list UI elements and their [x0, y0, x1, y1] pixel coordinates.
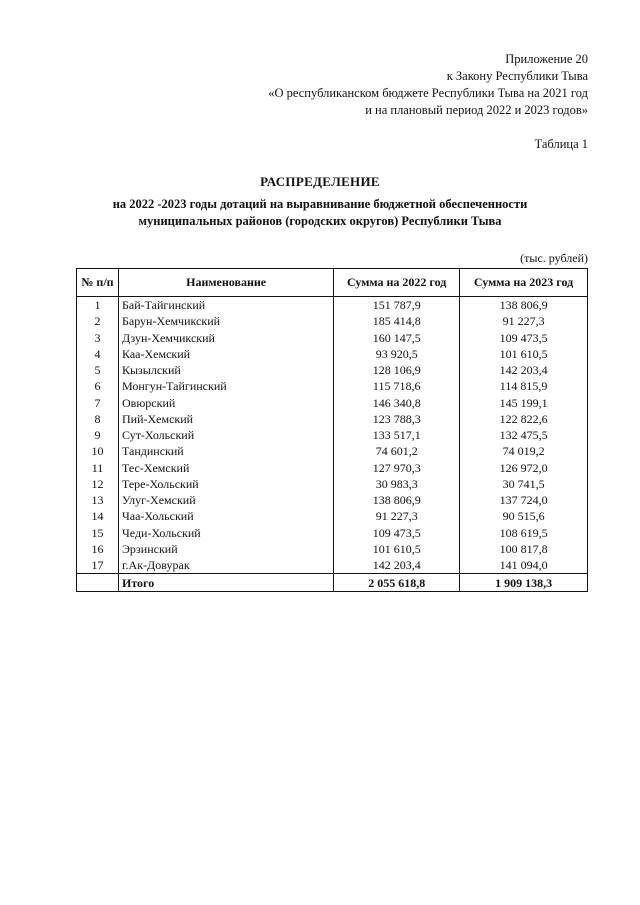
total-2022: 2 055 618,8 [334, 574, 460, 592]
amount-2022: 151 787,9 [334, 297, 460, 314]
district-name: Бай-Тайгинский [118, 297, 333, 314]
row-number: 11 [77, 460, 119, 476]
document-subtitle [60, 196, 580, 230]
amount-2023: 142 203,4 [460, 362, 588, 378]
table-header-row [77, 269, 588, 297]
row-number: 8 [77, 411, 119, 427]
row-number: 5 [77, 362, 119, 378]
appendix-line: и на плановый период 2022 и 2023 годов» [365, 103, 588, 117]
district-name: Овюрский [118, 395, 333, 411]
document-title: РАСПРЕДЕЛЕНИЕ [260, 174, 380, 189]
appendix-line: к Закону Республики Тыва [446, 69, 588, 83]
distribution-table [76, 268, 588, 592]
table-row [77, 557, 588, 574]
district-name: Тандинский [118, 443, 333, 459]
amount-2022: 30 983,3 [334, 476, 460, 492]
district-name: Дзун-Хемчикский [118, 330, 333, 346]
amount-2023: 30 741,5 [460, 476, 588, 492]
total-number [77, 574, 119, 592]
amount-2022: 123 788,3 [334, 411, 460, 427]
district-name: Чаа-Хольский [118, 508, 333, 524]
amount-2023: 137 724,0 [460, 492, 588, 508]
table-row [77, 427, 588, 443]
table-body [77, 297, 588, 592]
amount-2022: 74 601,2 [334, 443, 460, 459]
row-number: 15 [77, 525, 119, 541]
amount-2022: 146 340,8 [334, 395, 460, 411]
amount-2022: 138 806,9 [334, 492, 460, 508]
row-number: 6 [77, 378, 119, 394]
amount-2023: 132 475,5 [460, 427, 588, 443]
amount-2023: 109 473,5 [460, 330, 588, 346]
district-name: Кызылский [118, 362, 333, 378]
appendix-line: Приложение 20 [505, 52, 588, 66]
amount-2023: 100 817,8 [460, 541, 588, 557]
district-name: Тере-Хольский [118, 476, 333, 492]
row-number: 17 [77, 557, 119, 574]
amount-2023: 114 815,9 [460, 378, 588, 394]
table-row [77, 411, 588, 427]
units-note: (тыс. рублей) [520, 251, 588, 265]
district-name: Барун-Хемчикский [118, 313, 333, 329]
amount-2023: 126 972,0 [460, 460, 588, 476]
row-number: 10 [77, 443, 119, 459]
district-name: Каа-Хемский [118, 346, 333, 362]
table-row [77, 476, 588, 492]
subtitle-line: муниципальных районов (городских округов) Республики Тыва [138, 214, 502, 228]
column-header-2022: Сумма на 2022 год [334, 269, 460, 297]
amount-2022: 160 147,5 [334, 330, 460, 346]
table-row [77, 492, 588, 508]
table-row [77, 297, 588, 314]
column-header-number: № п/п [77, 269, 119, 297]
amount-2022: 142 203,4 [334, 557, 460, 574]
amount-2022: 185 414,8 [334, 313, 460, 329]
amount-2023: 90 515,6 [460, 508, 588, 524]
district-name: Пий-Хемский [118, 411, 333, 427]
district-name: Монгун-Тайгинский [118, 378, 333, 394]
appendix-line: «О республиканском бюджете Республики Тыва на 2021 год [268, 86, 588, 100]
row-number: 3 [77, 330, 119, 346]
amount-2023: 122 822,6 [460, 411, 588, 427]
amount-2022: 93 920,5 [334, 346, 460, 362]
row-number: 2 [77, 313, 119, 329]
district-name: Тес-Хемский [118, 460, 333, 476]
district-name: Чеди-Хольский [118, 525, 333, 541]
row-number: 4 [77, 346, 119, 362]
amount-2023: 145 199,1 [460, 395, 588, 411]
row-number: 7 [77, 395, 119, 411]
amount-2022: 109 473,5 [334, 525, 460, 541]
table-row [77, 443, 588, 459]
amount-2022: 115 718,6 [334, 378, 460, 394]
table-row [77, 313, 588, 329]
table-row [77, 541, 588, 557]
table-row [77, 508, 588, 524]
table-number: Таблица 1 [534, 137, 588, 151]
amount-2023: 74 019,2 [460, 443, 588, 459]
row-number: 12 [77, 476, 119, 492]
column-header-2023: Сумма на 2023 год [460, 269, 588, 297]
amount-2023: 141 094,0 [460, 557, 588, 574]
table-row [77, 525, 588, 541]
amount-2023: 138 806,9 [460, 297, 588, 314]
table-row [77, 346, 588, 362]
table-row [77, 330, 588, 346]
amount-2022: 133 517,1 [334, 427, 460, 443]
row-number: 14 [77, 508, 119, 524]
amount-2023: 101 610,5 [460, 346, 588, 362]
amount-2023: 108 619,5 [460, 525, 588, 541]
row-number: 13 [77, 492, 119, 508]
table-row [77, 362, 588, 378]
row-number: 1 [77, 297, 119, 314]
amount-2023: 91 227,3 [460, 313, 588, 329]
amount-2022: 101 610,5 [334, 541, 460, 557]
table-row [77, 395, 588, 411]
subtitle-line: на 2022 -2023 годы дотаций на выравнивание бюджетной обеспеченности [112, 197, 528, 211]
district-name: Сут-Хольский [118, 427, 333, 443]
district-name: Эрзинский [118, 541, 333, 557]
amount-2022: 91 227,3 [334, 508, 460, 524]
district-name: Улуг-Хемский [118, 492, 333, 508]
amount-2022: 128 106,9 [334, 362, 460, 378]
amount-2022: 127 970,3 [334, 460, 460, 476]
table-row [77, 378, 588, 394]
row-number: 9 [77, 427, 119, 443]
total-label: Итого [118, 574, 333, 592]
column-header-name: Наименование [118, 269, 333, 297]
appendix-header [268, 51, 588, 119]
row-number: 16 [77, 541, 119, 557]
table-row [77, 460, 588, 476]
total-row [77, 574, 588, 592]
district-name: г.Ак-Довурак [118, 557, 333, 574]
total-2023: 1 909 138,3 [460, 574, 588, 592]
